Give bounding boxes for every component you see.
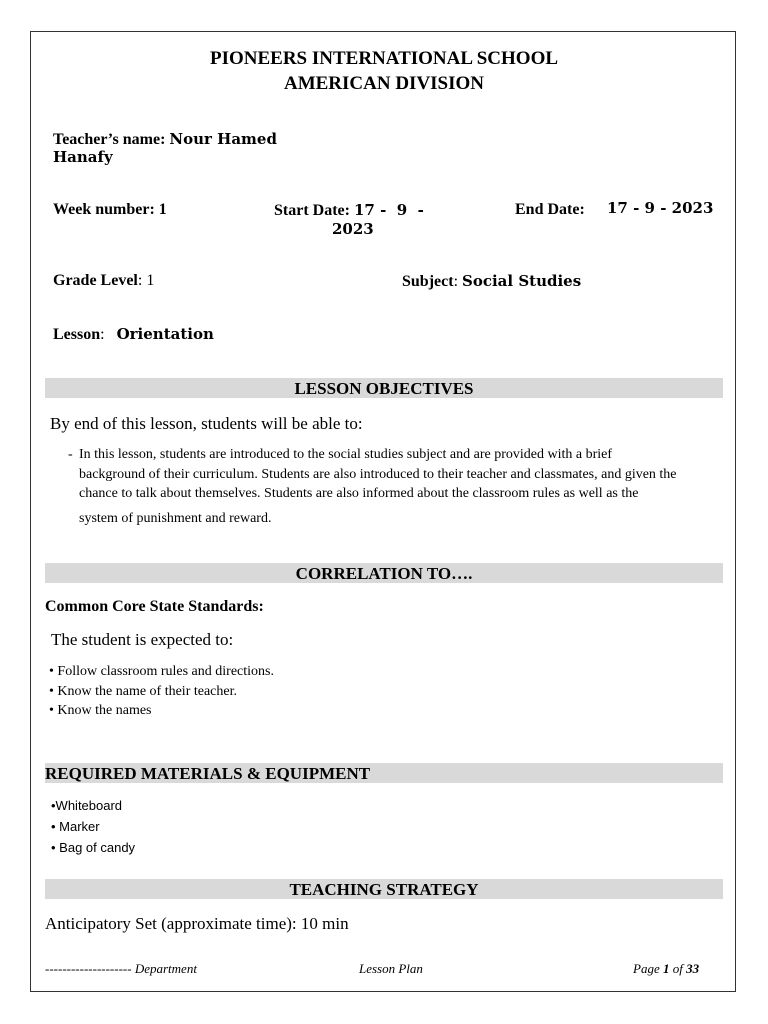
objectives-line: background of their curriculum. Students are also introduced to their teacher and classmates, and given the [79, 466, 677, 482]
lesson-value: Orientation [116, 325, 214, 343]
teacher-name-line1: Nour Hamed [169, 130, 277, 148]
footer-department: -------------------- Department [45, 961, 197, 976]
standards-list [49, 662, 274, 721]
start-date-value-line1: 17 - 9 - [353, 201, 424, 219]
page-current: 1 [662, 961, 670, 976]
page-total: 33 [686, 961, 700, 976]
start-date-row [274, 201, 424, 220]
grade-level-label: Grade Level [53, 272, 138, 289]
teacher-label: Teacher’s name: [53, 131, 166, 148]
materials-item: • Bag of candy [51, 840, 136, 855]
teacher-row [53, 130, 277, 149]
lesson-colon: : [100, 326, 105, 343]
standards-item: • Follow classroom rules and directions. [49, 664, 274, 679]
document-page [30, 31, 736, 992]
standards-title: Common Core State Standards: [45, 598, 264, 615]
objectives-bullet: - [68, 447, 73, 462]
start-date-label: Start Date: [274, 202, 350, 219]
objectives-line: system of punishment and reward. [79, 510, 272, 526]
subject-colon: : [453, 273, 459, 290]
objectives-paragraph [79, 445, 729, 528]
page-of: of [669, 961, 687, 976]
materials-heading: REQUIRED MATERIALS & EQUIPMENT [45, 763, 723, 783]
subject-label: Subject [402, 273, 454, 290]
lesson-label: Lesson [53, 326, 101, 343]
materials-item: • Marker [51, 819, 100, 834]
materials-item: •Whiteboard [51, 798, 123, 813]
subject-value: Social Studies [462, 272, 582, 290]
school-division: AMERICAN DIVISION [283, 73, 485, 94]
school-name: PIONEERS INTERNATIONAL SCHOOL [209, 48, 559, 69]
objectives-line: In this lesson, students are introduced to the social studies subject and are provided with a brief [79, 447, 613, 462]
end-date-label: End Date: [515, 201, 585, 218]
subject-row [402, 272, 581, 291]
materials-list [51, 795, 135, 858]
end-date-value: 17 - 9 - 2023 [607, 199, 714, 217]
footer-page-number [633, 961, 699, 977]
objectives-line: chance to talk about themselves. Students are also informed about the classroom rules as well as the [79, 486, 639, 501]
grade-level-value: : 1 [137, 272, 155, 289]
lesson-objectives-heading: LESSON OBJECTIVES [45, 378, 723, 398]
teaching-strategy-heading: TEACHING STRATEGY [45, 879, 723, 899]
expected-text: The student is expected to: [51, 630, 234, 649]
lesson-row [53, 325, 214, 344]
teacher-name-line2: Hanafy [53, 148, 113, 166]
correlation-heading: CORRELATION TO…. [45, 563, 723, 583]
objectives-intro: By end of this lesson, students will be able to: [50, 414, 363, 433]
page-prefix: Page [633, 961, 663, 976]
week-number: Week number: 1 [53, 201, 167, 218]
start-date-value-line2: 2023 [332, 220, 374, 238]
standards-item: • Know the names [49, 703, 152, 718]
footer-title: Lesson Plan [359, 961, 423, 976]
standards-item: • Know the name of their teacher. [49, 683, 237, 699]
anticipatory-set: Anticipatory Set (approximate time): 10 min [45, 914, 349, 933]
grade-level-row [53, 272, 154, 290]
